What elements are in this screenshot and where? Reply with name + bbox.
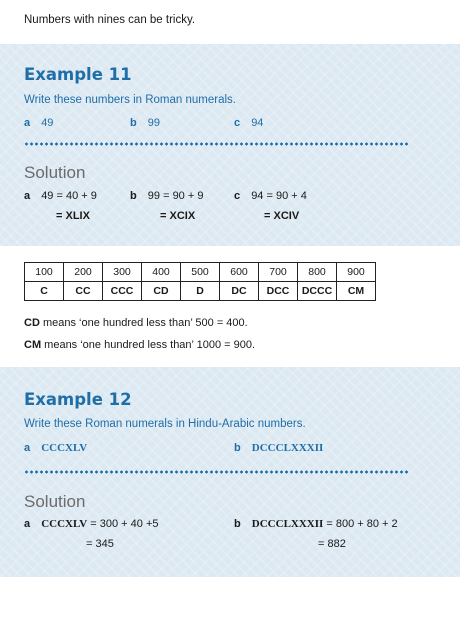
example-12-solution-a: [24, 518, 159, 530]
item-value: 94: [251, 117, 264, 129]
example-12-item-a: [24, 442, 87, 454]
example-11-solution-a: [24, 190, 97, 202]
item-value: DCCCLXXXII: [251, 442, 324, 454]
table-cell: DCC: [259, 282, 298, 301]
table-cell: 600: [220, 263, 259, 282]
table-cell: 500: [181, 263, 220, 282]
table-cell: CD: [142, 282, 181, 301]
item-label: b: [234, 442, 241, 454]
table-cell: CC: [64, 282, 103, 301]
table-cell: DCCC: [298, 282, 337, 301]
example-11-title: Example 11: [24, 65, 132, 84]
table-cell: DC: [220, 282, 259, 301]
roman-numeral-table: [24, 262, 376, 301]
table-cell: 100: [25, 263, 64, 282]
dotted-divider: [24, 142, 408, 146]
table-cell: CM: [337, 282, 376, 301]
example-11-solution-c: [234, 190, 307, 202]
table-row-numbers: [25, 263, 376, 282]
dotted-divider: [24, 470, 408, 474]
solution-line: = 800 + 80 + 2: [323, 518, 398, 530]
solution-label: b: [130, 190, 137, 202]
solution-numeral: CCCXLV: [41, 518, 88, 530]
table-row-numerals: [25, 282, 376, 301]
table-cell: 800: [298, 263, 337, 282]
note-cm: [24, 339, 255, 351]
solution-line: 49 = 40 + 9: [41, 190, 97, 202]
example-11-item-a: [24, 117, 53, 129]
item-label: c: [234, 117, 241, 129]
item-value: CCCXLV: [41, 442, 88, 454]
example-11-solution-b: [130, 190, 203, 202]
item-value: 49: [41, 117, 54, 129]
solution-label: a: [24, 190, 31, 202]
solution-label: b: [234, 518, 241, 530]
example-11-solution-title: Solution: [24, 163, 86, 182]
example-12-solution-b-result: = 882: [318, 538, 346, 550]
solution-line: = 300 + 40 +5: [87, 518, 159, 530]
item-label: a: [24, 117, 31, 129]
item-value: 99: [147, 117, 161, 129]
example-11-solution-a-result: = XLIX: [56, 210, 90, 222]
example-12-solution-title: Solution: [24, 492, 86, 511]
table-cell: 300: [103, 263, 142, 282]
solution-label: a: [24, 518, 31, 530]
table-cell: D: [181, 282, 220, 301]
note-term: CD: [24, 317, 40, 329]
example-11-solution-c-result: = XCIV: [264, 210, 300, 222]
table-cell: 400: [142, 263, 181, 282]
note-text: means ‘one hundred less than’ 500 = 400.: [39, 317, 248, 329]
example-12-solution-a-result: = 345: [86, 538, 114, 550]
note-cd: [24, 317, 248, 329]
solution-line: 94 = 90 + 4: [251, 190, 307, 202]
note-text: means ‘one hundred less than’ 1000 = 900.: [41, 339, 256, 351]
item-label: a: [24, 442, 31, 454]
example-11-solution-b-result: = XCIX: [160, 210, 196, 222]
item-label: b: [130, 117, 137, 129]
example-11-item-c: [234, 117, 263, 129]
table-cell: 700: [259, 263, 298, 282]
note-term: CM: [24, 339, 42, 351]
solution-label: c: [234, 190, 241, 202]
example-12-item-b: [234, 442, 323, 454]
table-cell: CCC: [103, 282, 142, 301]
example-12-prompt: Write these Roman numerals in Hindu-Arabic numbers.: [24, 418, 306, 430]
example-11-item-b: [130, 117, 160, 129]
intro-text: Numbers with nines can be tricky.: [24, 14, 196, 26]
solution-line: 99 = 90 + 9: [147, 190, 204, 202]
table-cell: 200: [64, 263, 103, 282]
example-12-solution-b: [234, 518, 398, 530]
table-cell: C: [25, 282, 64, 301]
table-cell: 900: [337, 263, 376, 282]
example-11-prompt: Write these numbers in Roman numerals.: [24, 94, 236, 106]
solution-numeral: DCCCLXXXII: [251, 518, 324, 530]
example-12-title: Example 12: [24, 390, 132, 409]
